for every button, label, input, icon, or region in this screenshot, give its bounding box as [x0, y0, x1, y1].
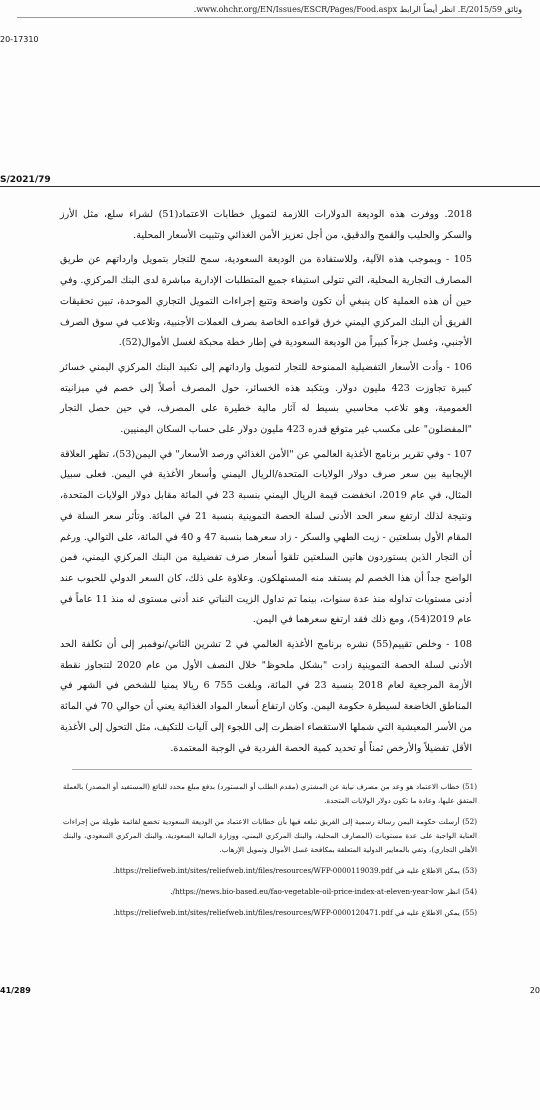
- document-symbol: S/2021/79: [0, 175, 51, 185]
- footer-page-number: 20: [529, 986, 540, 995]
- footnote-53[interactable]: (53) يمكن الاطلاع عليه في https://reliefweb.int/sites/reliefweb.int/files/resources/WFP-0000119039.pdf.: [112, 866, 477, 875]
- paragraph-105: 105 - وبموجب هذه الآلية، وللاستفادة من الوديعة السعودية، سمح للتجار بتمويل وارداتهم عن طريق المصارف التجارية المحلية، التي تتولى استيفاء جميع المتطلبات الإدارية مباشرة لدى البنك المركزي. وفي حين أن هذه العملية كان ينبغي أن تكون واضحة وتتبع إجراءات التمويل التجاري الموحدة، تبين تحقيقات الفريق أن البنك المركزي اليمني خرق قواعده الخاصة بصرف العملات الأجنبية، وتلاعب في سوق الصرف الأجنبي، وغسل جزءاً كبيراً من الوديعة السعودية في إطار خطة محبكة لغسل الأموال(52).: [60, 254, 472, 349]
- doc-number-top: 20-17310: [0, 35, 39, 44]
- paragraph-104-cont: 2018. ووفرت هذه الوديعة الدولارات اللازمة لتمويل خطابات الاعتماد(51) لشراء سلع، مثل الأرز والسكر والحليب والقمح والدقيق، من أجل تعزيز الأمن الغذائي وتثبيت الأسعار المحلية.: [60, 209, 473, 241]
- footnotes: [63, 780, 477, 927]
- footnote-55[interactable]: (55) يمكن الاطلاع عليه في https://reliefweb.int/sites/reliefweb.int/files/resources/WFP-0000120471.pdf.: [112, 908, 477, 917]
- footer-symbol: 41/289: [0, 986, 31, 995]
- paragraph-108: 108 - وخلص تقييم(55) نشره برنامج الأغذية العالمي في 2 تشرين الثاني/نوفمبر إلى أن تكلفة الحد الأدنى لسلة الحصة التموينية زادت "بشكل ملحوظ" خلال النصف الأول من عام 2020 لتتجاوز نقطة الأزمة المرجعية لعام 2018 بنسبة 23 في المائة، وبلغت 755 6 ريالا يمنيا للشخص في الشهر في المناطق الخاضعة لسيطرة حكومة اليمن. وكان ارتفاع أسعار المواد الغذائية يعني أن حوالي 70 في المائة من الأسر المعيشية التي شملها الاستقصاء اضطرت إلى اللجوء إلى آليات للتكيف، مثل التحول إلى الأغذية الأقل تفضيلاً والأرخص ثمناً أو تحديد كمية الحصة الفردية في الوجبة المعتمدة.: [60, 639, 473, 754]
- footnote-52: (52) أرسلت حكومة اليمن رسالة رسمية إلى الفريق تبلغه فيها بأن خطابات الاعتماد من الوديعة السعودية تخضع لقائمة طويلة من إجراءات العناية الواجبة على عدة مستويات (المصارف المحلية، والبنك المركزي اليمني، ووزارة المالية السعودية، والبنك المركزي السعودي، والبنك الأهلي التجاري)، وتفي بالمعايير الدولية المتعلقة بمكافحة غسل الأموال وتمويل الإرهاب.: [63, 817, 477, 854]
- footnote-54[interactable]: (54) انظر https://news.bio-based.eu/fao-vegetable-oil-price-index-at-eleven-year-low/.: [170, 887, 477, 896]
- header-url-line: وثائق E/2015/59. انظر أيضاً الرابط www.ohchr.org/EN/Issues/ESCR/Pages/Food.aspx.: [17, 4, 522, 18]
- header-rule: [0, 186, 540, 187]
- body-text: [60, 205, 472, 763]
- footnote-separator: [72, 769, 472, 770]
- paragraph-107: 107 - وفي تقرير برنامج الأغذية العالمي عن "الأمن الغذائي ورصد الأسعار" في اليمن(53)، تظهر العلاقة الإيجابية بين سعر صرف دولار الولايات المتحدة/الريال اليمني وأسعار الأغذية في اليمن. فعلى سبيل المثال، في عام 2019، انخفضت قيمة الريال اليمني بنسبة 23 في المائة مقابل دولار الولايات المتحدة، ونتيجة لذلك ارتفع سعر الحد الأدنى لسلة الحصة التموينية بنسبة 21 في المائة. وتأثر سعر السلة في المقام الأول بسلعتين - زيت الطهي والسكر - زاد سعرهما بنسبة 47 و 40 في المائة، على التوالي. ورغم أن التجار الذين يستوردون هاتين السلعتين تلقوا أسعار صرف تفضيلية من البنك المركزي اليمني، فمن الواضح جداً أن هذا الخصم لم يستفد منه المستهلكون. وعلاوة على ذلك، كان السعر الدولي للحبوب عند أدنى مستويات تداوله منذ عدة سنوات، بينما تم تداول الزيت النباتي عند أدنى مستوى له منذ 11 عاماً في عام 2019(54)، ومع ذلك فقد ارتفع سعرهما في اليمن.: [60, 448, 473, 626]
- paragraph-106: 106 - وأدت الأسعار التفضيلية الممنوحة للتجار لتمويل وارداتهم إلى تكبيد البنك المركزي اليمني خسائر كبيرة تجاوزت 423 مليون دولار. وبتكبد هذه الخسائر، حول المصرف أصلاً إلى خصم في ميزانيته العمومية، وهو تلاعب محاسبي بسيط له آثار مالية خطيرة على المصرف، في حين حصل التجار "المفضلون" على مكسب غير متوقع قدره 423 مليون دولار على حساب السكان اليمنيين.: [60, 361, 472, 436]
- footnote-51: (51) خطاب الاعتماد هو وعد من مصرف نيابة عن المشتري (مقدم الطلب أو المستورد) بدفع مبلغ محدد للبائع (المستفيد أو المصدر) بالعملة المتفق عليها، وعادة ما تكون دولار الولايات المتحدة.: [63, 782, 477, 805]
